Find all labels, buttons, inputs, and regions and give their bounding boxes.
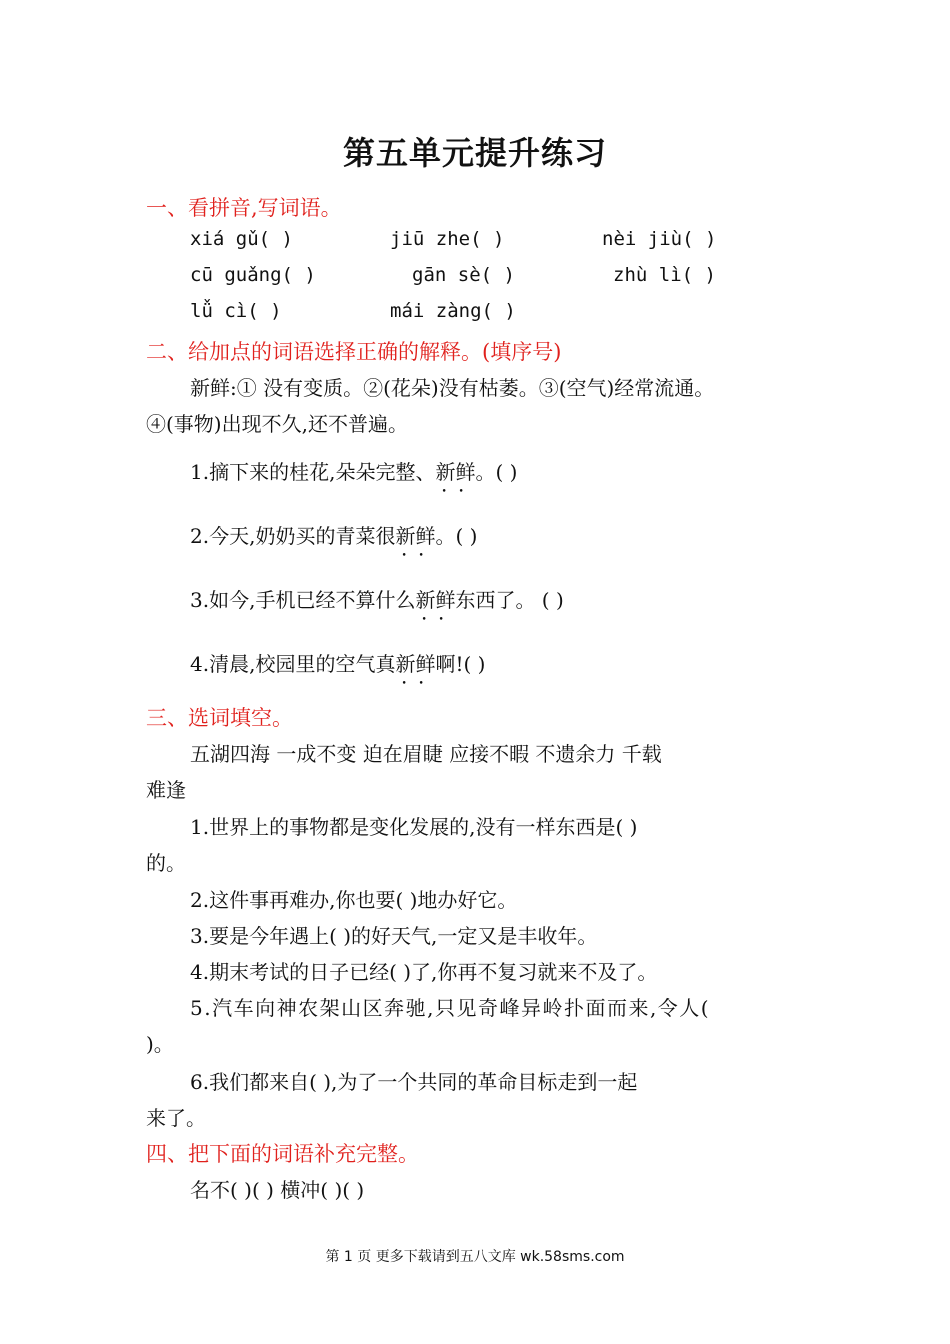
- pinyin-item: jiū zhe( ): [390, 228, 505, 250]
- word-bank: 难逢: [146, 778, 186, 802]
- question-line: 2.这件事再难办,你也要( )地办好它。: [190, 888, 518, 912]
- question-line: 4.清晨,校园里的空气真新鲜 • •啊!( ): [190, 648, 485, 677]
- definition-line: ④(事物)出现不久,还不普遍。: [146, 412, 408, 436]
- section-3-heading: 三、选词填空。: [146, 706, 293, 730]
- pinyin-item: zhù lì( ): [613, 264, 716, 286]
- pinyin-item: mái zàng( ): [390, 300, 516, 322]
- word-bank: 五湖四海 一成不变 迫在眉睫 应接不暇 不遗余力 千载: [190, 742, 662, 766]
- pinyin-item: gān sè( ): [412, 264, 515, 286]
- question-line: 6.我们都来自( ),为了一个共同的革命目标走到一起: [190, 1070, 638, 1094]
- question-line: 2.今天,奶奶买的青菜很新鲜 • •。( ): [190, 520, 477, 549]
- question-line: 3.如今,手机已经不算什么新鲜 • •东西了。 ( ): [190, 584, 564, 613]
- question-line: 5.汽车向神农架山区奔驰,只见奇峰异岭扑面而来,令人(: [190, 996, 711, 1020]
- section-2-heading: 二、给加点的词语选择正确的解释。(填序号): [146, 340, 562, 364]
- pinyin-item: xiá gǔ( ): [190, 228, 293, 250]
- definition-line: 新鲜:① 没有变质。②(花朵)没有枯萎。③(空气)经常流通。: [190, 376, 715, 400]
- dotted-word: 新鲜 • •: [395, 520, 435, 549]
- question-line: 3.要是今年遇上( )的好天气,一定又是丰收年。: [190, 924, 598, 948]
- question-line: 来了。: [146, 1106, 206, 1130]
- dotted-word: 新鲜 • •: [395, 648, 435, 677]
- page-title: 第五单元提升练习: [342, 134, 607, 172]
- dotted-word: 新鲜 • •: [415, 584, 455, 613]
- question-line: )。: [146, 1032, 174, 1056]
- question-line: 4.期末考试的日子已经( )了,你再不复习就来不及了。: [190, 960, 658, 984]
- page-footer: 第 1 页 更多下载请到五八文库 wk.58sms.com: [325, 1249, 625, 1265]
- question-line: 名不( )( ) 横冲( )( ): [190, 1178, 365, 1202]
- pinyin-item: nèi jiù( ): [602, 228, 717, 250]
- question-line: 1.摘下来的桂花,朵朵完整、新鲜 • •。( ): [190, 456, 517, 485]
- question-line: 1.世界上的事物都是变化发展的,没有一样东西是( ): [190, 815, 638, 839]
- dotted-word: 新鲜 • •: [435, 456, 475, 485]
- pinyin-item: cū guǎng( ): [190, 264, 316, 286]
- section-1-heading: 一、看拼音,写词语。: [146, 196, 342, 220]
- section-4-heading: 四、把下面的词语补充完整。: [146, 1142, 419, 1166]
- question-line: 的。: [146, 851, 186, 875]
- pinyin-item: lǚ cì( ): [190, 300, 282, 322]
